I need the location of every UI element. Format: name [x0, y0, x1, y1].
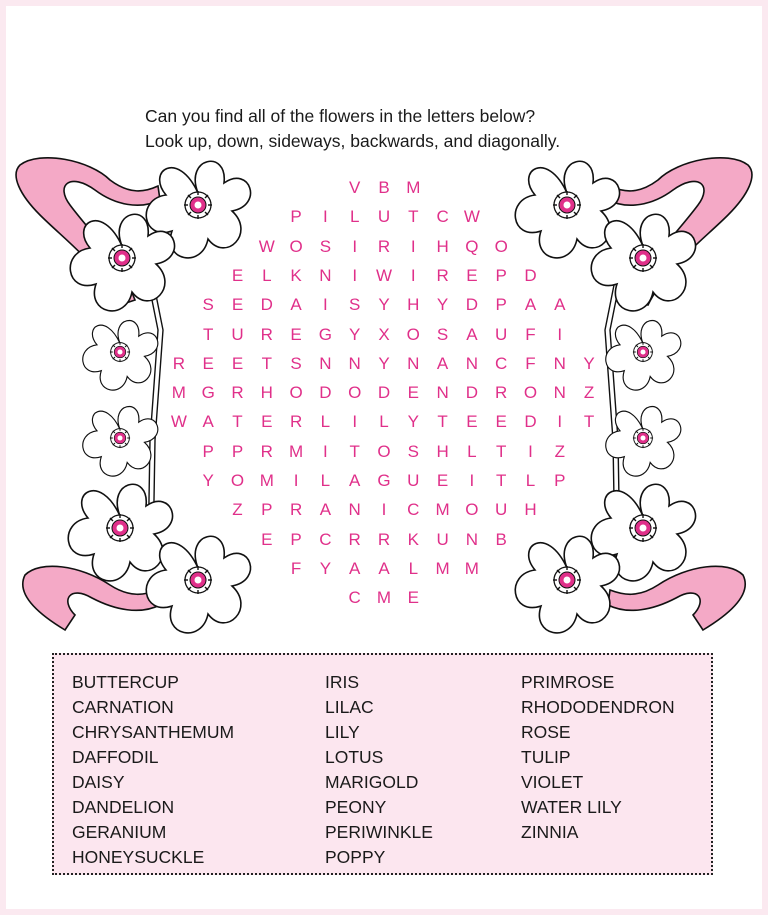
grid-letter: Q: [465, 236, 479, 256]
grid-letter: O: [348, 383, 362, 403]
grid-letter: A: [524, 295, 537, 315]
grid-letter: I: [352, 265, 358, 285]
word-list-column-3: [521, 670, 675, 845]
grid-letter: N: [348, 500, 361, 520]
grid-letter: G: [377, 471, 391, 490]
grid-letter: G: [201, 383, 215, 403]
grid-letter: D: [524, 265, 537, 285]
grid-letter: C: [495, 353, 508, 373]
word-list-item: CARNATION: [72, 697, 174, 717]
grid-letter: R: [231, 383, 244, 403]
grid-letter: I: [352, 412, 358, 432]
grid-letter: C: [436, 207, 449, 227]
grid-letter: A: [554, 295, 566, 315]
grid-letter: I: [469, 471, 475, 490]
grid-letter: H: [436, 236, 449, 256]
grid-letter: E: [407, 383, 419, 403]
grid-letter: B: [495, 529, 507, 549]
grid-letter: M: [171, 383, 186, 403]
grid-letter: W: [375, 265, 393, 285]
grid-letter: I: [323, 441, 328, 461]
grid-letter: M: [435, 558, 450, 578]
grid-letter: T: [495, 471, 507, 490]
grid-letter: Y: [319, 558, 332, 578]
grid-letter: U: [436, 529, 449, 549]
grid-letter: A: [349, 471, 361, 490]
grid-letter: E: [407, 588, 419, 608]
grid-letter: T: [408, 207, 419, 227]
grid-letter: F: [290, 558, 302, 578]
grid-letter: R: [377, 529, 391, 549]
word-list-column-2: [325, 670, 433, 870]
grid-letter: T: [349, 441, 360, 461]
word-list-item: PERIWINKLE: [325, 822, 433, 842]
grid-letter: E: [466, 265, 478, 285]
word-list-item: LILY: [325, 722, 360, 742]
grid-letter: S: [407, 441, 419, 461]
grid-letter: L: [349, 207, 360, 227]
grid-letter: R: [289, 500, 303, 520]
grid-letter: P: [290, 207, 302, 227]
grid-letter: C: [319, 529, 332, 549]
grid-letter: U: [495, 500, 508, 520]
grid-letter: H: [436, 441, 449, 461]
grid-letter: O: [494, 236, 508, 256]
grid-letter: P: [231, 441, 244, 461]
grid-letter: D: [465, 295, 479, 315]
grid-letter: U: [231, 324, 244, 344]
grid-letter: S: [436, 324, 449, 344]
word-list-item: LOTUS: [325, 747, 384, 767]
grid-letter: F: [525, 324, 536, 344]
instructions-line-2: Look up, down, sideways, backwards, and diagonally.: [145, 131, 561, 151]
grid-letter: O: [377, 441, 391, 461]
grid-letter: N: [553, 383, 566, 403]
grid-letter: T: [261, 353, 272, 373]
grid-letter: P: [495, 265, 507, 285]
grid-letter: L: [525, 471, 536, 490]
grid-letter: M: [259, 471, 274, 490]
grid-letter: N: [319, 353, 332, 373]
word-list-item: CHRYSANTHEMUM: [72, 722, 235, 742]
grid-letter: N: [465, 529, 479, 549]
grid-letter: S: [349, 295, 361, 315]
grid-letter: V: [349, 178, 361, 197]
grid-letter: C: [348, 588, 361, 608]
word-list-item: BUTTERCUP: [72, 672, 179, 692]
grid-letter: A: [290, 295, 302, 315]
grid-letter: O: [406, 324, 420, 344]
grid-letter: E: [261, 412, 273, 432]
word-list-box: [52, 653, 713, 875]
grid-letter: O: [289, 383, 303, 403]
grid-letter: H: [524, 500, 537, 520]
grid-letter: I: [323, 207, 328, 227]
grid-letter: U: [407, 471, 420, 490]
grid-letter: I: [528, 441, 533, 461]
grid-letter: D: [319, 383, 332, 403]
grid-letter: Y: [583, 353, 595, 373]
grid-letter: R: [436, 265, 449, 285]
grid-letter: R: [172, 353, 186, 373]
grid-letter: M: [435, 500, 450, 520]
grid-letter: L: [379, 412, 389, 432]
grid-letter: K: [290, 265, 302, 285]
grid-letter: L: [467, 441, 477, 461]
grid-letter: C: [407, 500, 420, 520]
grid-letter: N: [465, 353, 479, 373]
grid-letter: I: [557, 324, 563, 344]
word-list-item: VIOLET: [521, 772, 584, 792]
grid-letter: D: [465, 383, 479, 403]
word-list-item: ROSE: [521, 722, 571, 742]
grid-letter: R: [289, 412, 303, 432]
grid-letter: M: [376, 588, 392, 608]
grid-letter: S: [319, 236, 332, 256]
word-list-item: HONEYSUCKLE: [72, 847, 205, 867]
grid-letter: A: [202, 412, 214, 432]
grid-letter: L: [320, 471, 331, 490]
word-list-column-1: [72, 670, 234, 870]
grid-letter: D: [524, 412, 537, 432]
grid-letter: E: [231, 295, 244, 315]
grid-letter: S: [290, 353, 302, 373]
grid-letter: Z: [583, 383, 595, 403]
grid-letter: Y: [378, 295, 390, 315]
grid-letter: N: [553, 353, 566, 373]
grid-letter: E: [290, 324, 302, 344]
word-list-item: IRIS: [325, 672, 360, 692]
grid-letter: Y: [407, 412, 419, 432]
grid-letter: H: [260, 383, 273, 403]
grid-letter: E: [202, 353, 214, 373]
grid-letter: Y: [378, 353, 390, 373]
grid-letter: T: [437, 412, 448, 432]
grid-letter: Y: [436, 295, 449, 315]
grid-letter: I: [381, 500, 387, 520]
word-list-item: LILAC: [325, 697, 374, 717]
grid-letter: A: [349, 558, 361, 578]
grid-letter: W: [170, 412, 187, 432]
grid-letter: P: [554, 471, 566, 490]
grid-letter: Y: [202, 471, 214, 490]
grid-letter: N: [407, 353, 420, 373]
grid-letter: E: [436, 471, 449, 490]
grid-letter: T: [583, 412, 595, 432]
grid-letter: W: [258, 236, 275, 256]
grid-letter: O: [289, 236, 303, 256]
grid-letter: I: [352, 236, 358, 256]
grid-letter: P: [202, 441, 214, 461]
grid-letter: P: [261, 500, 273, 520]
grid-letter: F: [525, 353, 536, 373]
grid-letter: T: [495, 441, 507, 461]
grid-letter: D: [260, 295, 273, 315]
grid-letter: P: [290, 529, 302, 549]
word-list-item: DAISY: [72, 772, 125, 792]
grid-letter: E: [231, 265, 244, 285]
grid-letter: U: [495, 324, 508, 344]
grid-letter: I: [410, 236, 416, 256]
grid-letter: A: [319, 500, 332, 520]
grid-letter: N: [348, 353, 361, 373]
word-list-item: POPPY: [325, 847, 386, 867]
grid-letter: B: [378, 178, 390, 197]
grid-letter: T: [202, 324, 214, 344]
grid-letter: I: [410, 265, 416, 285]
grid-letter: Z: [554, 441, 565, 461]
grid-letter: P: [495, 295, 507, 315]
grid-letter: M: [289, 441, 304, 461]
grid-letter: O: [523, 383, 538, 403]
word-list-item: TULIP: [521, 747, 571, 767]
grid-letter: I: [557, 412, 563, 432]
word-list-item: WATER LILY: [521, 797, 622, 817]
grid-letter: E: [261, 529, 273, 549]
grid-letter: R: [348, 529, 361, 549]
grid-letter: I: [323, 295, 328, 315]
word-list-item: MARIGOLD: [325, 772, 419, 792]
word-list-item: DANDELION: [72, 797, 175, 817]
grid-letter: W: [463, 207, 480, 227]
grid-letter: N: [319, 265, 332, 285]
grid-letter: G: [318, 324, 332, 344]
grid-letter: R: [377, 236, 391, 256]
grid-letter: T: [232, 412, 243, 432]
grid-letter: U: [377, 207, 391, 227]
grid-letter: Z: [232, 500, 243, 520]
grid-letter: N: [436, 383, 449, 403]
word-list-item: PRIMROSE: [521, 672, 615, 692]
grid-letter: I: [293, 471, 299, 490]
grid-letter: R: [495, 383, 508, 403]
grid-letter: R: [260, 441, 273, 461]
grid-letter: A: [436, 353, 449, 373]
grid-letter: S: [202, 295, 214, 315]
instructions-line-1: Can you find all of the flowers in the letters below?: [145, 106, 536, 126]
word-list-item: PEONY: [325, 797, 387, 817]
grid-letter: K: [407, 529, 419, 549]
grid-letter: E: [231, 353, 244, 373]
word-list-item: GERANIUM: [72, 822, 167, 842]
grid-letter: D: [377, 383, 391, 403]
grid-letter: L: [320, 412, 331, 432]
grid-letter: A: [466, 324, 478, 344]
grid-letter: Y: [349, 324, 361, 344]
word-list-item: DAFFODIL: [72, 747, 159, 767]
word-list-item: ZINNIA: [521, 822, 579, 842]
grid-letter: M: [406, 178, 421, 197]
grid-letter: X: [378, 324, 390, 344]
grid-letter: A: [378, 558, 390, 578]
grid-letter: O: [230, 471, 245, 490]
grid-letter: L: [408, 558, 419, 578]
grid-letter: R: [260, 324, 273, 344]
grid-letter: L: [262, 265, 272, 285]
word-list-item: RHODODENDRON: [521, 697, 675, 717]
grid-letter: O: [465, 500, 479, 520]
grid-letter: E: [495, 412, 507, 432]
grid-letter: M: [464, 558, 479, 578]
grid-letter: H: [407, 295, 420, 315]
grid-letter: E: [466, 412, 478, 432]
